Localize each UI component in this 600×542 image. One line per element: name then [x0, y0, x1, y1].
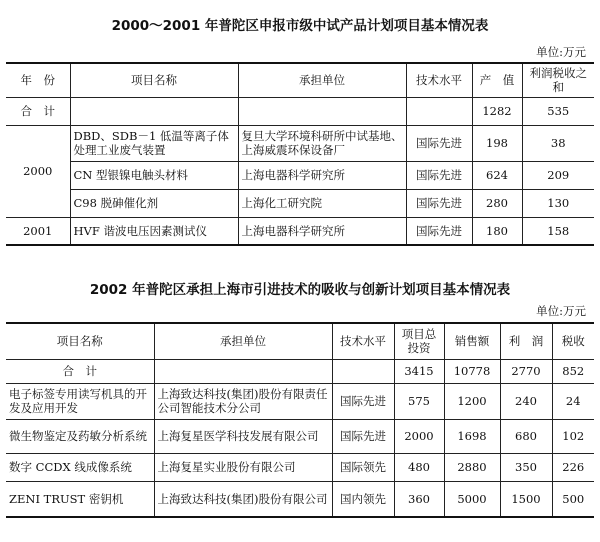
- profit-tax: 158: [522, 217, 594, 245]
- table2-total-row: [6, 359, 594, 383]
- profit: 1500: [500, 481, 552, 517]
- header-sales: 销售额: [444, 323, 500, 359]
- table1-header-row: [6, 63, 594, 97]
- table1-title: 2000～2001 年普陀区申报市级中试产品计划项目基本情况表: [111, 18, 489, 34]
- sales: 1200: [444, 383, 500, 419]
- unit-name: 上海复星实业股份有限公司: [154, 453, 332, 481]
- header-project-name: 项目名称: [70, 63, 238, 97]
- tech-level: 国际先进: [406, 125, 472, 161]
- table-row: [6, 453, 594, 481]
- unit-name: 上海电器科学研究所: [238, 161, 406, 189]
- total-profit-tax: 535: [522, 97, 594, 125]
- unit-name: 上海化工研究院: [238, 189, 406, 217]
- table2-header-row: [6, 323, 594, 359]
- unit-name: 上海复星医学科技发展有限公司: [154, 419, 332, 453]
- table2-title: 2002 年普陀区承担上海市引进技术的吸收与创新计划项目基本情况表: [89, 282, 511, 298]
- header-project-name: 项目名称: [6, 323, 154, 359]
- table1: [6, 62, 594, 246]
- table-row: [6, 217, 594, 245]
- project-name: HVF 谐波电压因素测试仪: [70, 217, 238, 245]
- profit: 350: [500, 453, 552, 481]
- unit-name: 上海电器科学研究所: [238, 217, 406, 245]
- sales: 5000: [444, 481, 500, 517]
- table-row: [6, 419, 594, 453]
- project-name: 电子标签专用读写机具的开发及应用开发: [6, 383, 154, 419]
- total-tax: 852: [552, 359, 594, 383]
- tax: 226: [552, 453, 594, 481]
- unit-name: 上海致达科技(集团)股份有限责任公司智能技术分公司: [154, 383, 332, 419]
- header-tax: 税收: [552, 323, 594, 359]
- header-profit: 利 润: [500, 323, 552, 359]
- tax: 24: [552, 383, 594, 419]
- output: 280: [472, 189, 522, 217]
- tech-level: 国际先进: [406, 189, 472, 217]
- profit: 240: [500, 383, 552, 419]
- header-year: 年 份: [6, 63, 70, 97]
- project-name: CN 型银镍电触头材料: [70, 161, 238, 189]
- project-name: C98 脱砷催化剂: [70, 189, 238, 217]
- header-unit: 承担单位: [154, 323, 332, 359]
- total-sales: 10778: [444, 359, 500, 383]
- header-investment: 项目总投资: [394, 323, 444, 359]
- tech-level: 国内领先: [332, 481, 394, 517]
- table-row: [6, 189, 594, 217]
- tech-level: 国际领先: [332, 453, 394, 481]
- profit: 680: [500, 419, 552, 453]
- table2-unit: 单位:万元: [536, 304, 586, 318]
- total-output: 1282: [472, 97, 522, 125]
- unit-name: 复旦大学环境科研所中试基地、上海威震环保设备厂: [238, 125, 406, 161]
- project-name: 数字 CCDX 线成像系统: [6, 453, 154, 481]
- header-profit-tax: 利润税收之和: [522, 63, 594, 97]
- header-unit: 承担单位: [238, 63, 406, 97]
- table-row: [6, 161, 594, 189]
- table-row: [6, 125, 594, 161]
- sales: 1698: [444, 419, 500, 453]
- table1-unit: 单位:万元: [536, 45, 586, 59]
- project-name: ZENI TRUST 密钥机: [6, 481, 154, 517]
- tech-level: 国际先进: [406, 217, 472, 245]
- sales: 2880: [444, 453, 500, 481]
- output: 180: [472, 217, 522, 245]
- total-investment: 3415: [394, 359, 444, 383]
- total-label: 合 计: [6, 97, 70, 125]
- table1-total-row: [6, 97, 594, 125]
- header-tech-level: 技术水平: [406, 63, 472, 97]
- investment: 575: [394, 383, 444, 419]
- tech-level: 国际先进: [332, 383, 394, 419]
- output: 198: [472, 125, 522, 161]
- profit-tax: 130: [522, 189, 594, 217]
- output: 624: [472, 161, 522, 189]
- table-row: [6, 383, 594, 419]
- profit-tax: 209: [522, 161, 594, 189]
- project-name: DBD、SDB－1 低温等离子体处理工业废气装置: [70, 125, 238, 161]
- total-label: 合 计: [6, 359, 154, 383]
- header-output: 产 值: [472, 63, 522, 97]
- year-cell: 2001: [6, 217, 70, 245]
- table-row: [6, 481, 594, 517]
- investment: 360: [394, 481, 444, 517]
- profit-tax: 38: [522, 125, 594, 161]
- tech-level: 国际先进: [332, 419, 394, 453]
- unit-name: 上海致达科技(集团)股份有限公司: [154, 481, 332, 517]
- investment: 480: [394, 453, 444, 481]
- header-tech-level: 技术水平: [332, 323, 394, 359]
- table2: [6, 322, 594, 518]
- tax: 102: [552, 419, 594, 453]
- investment: 2000: [394, 419, 444, 453]
- project-name: 微生物鉴定及药敏分析系统: [6, 419, 154, 453]
- tax: 500: [552, 481, 594, 517]
- year-cell: 2000: [6, 125, 70, 217]
- tech-level: 国际先进: [406, 161, 472, 189]
- total-profit: 2770: [500, 359, 552, 383]
